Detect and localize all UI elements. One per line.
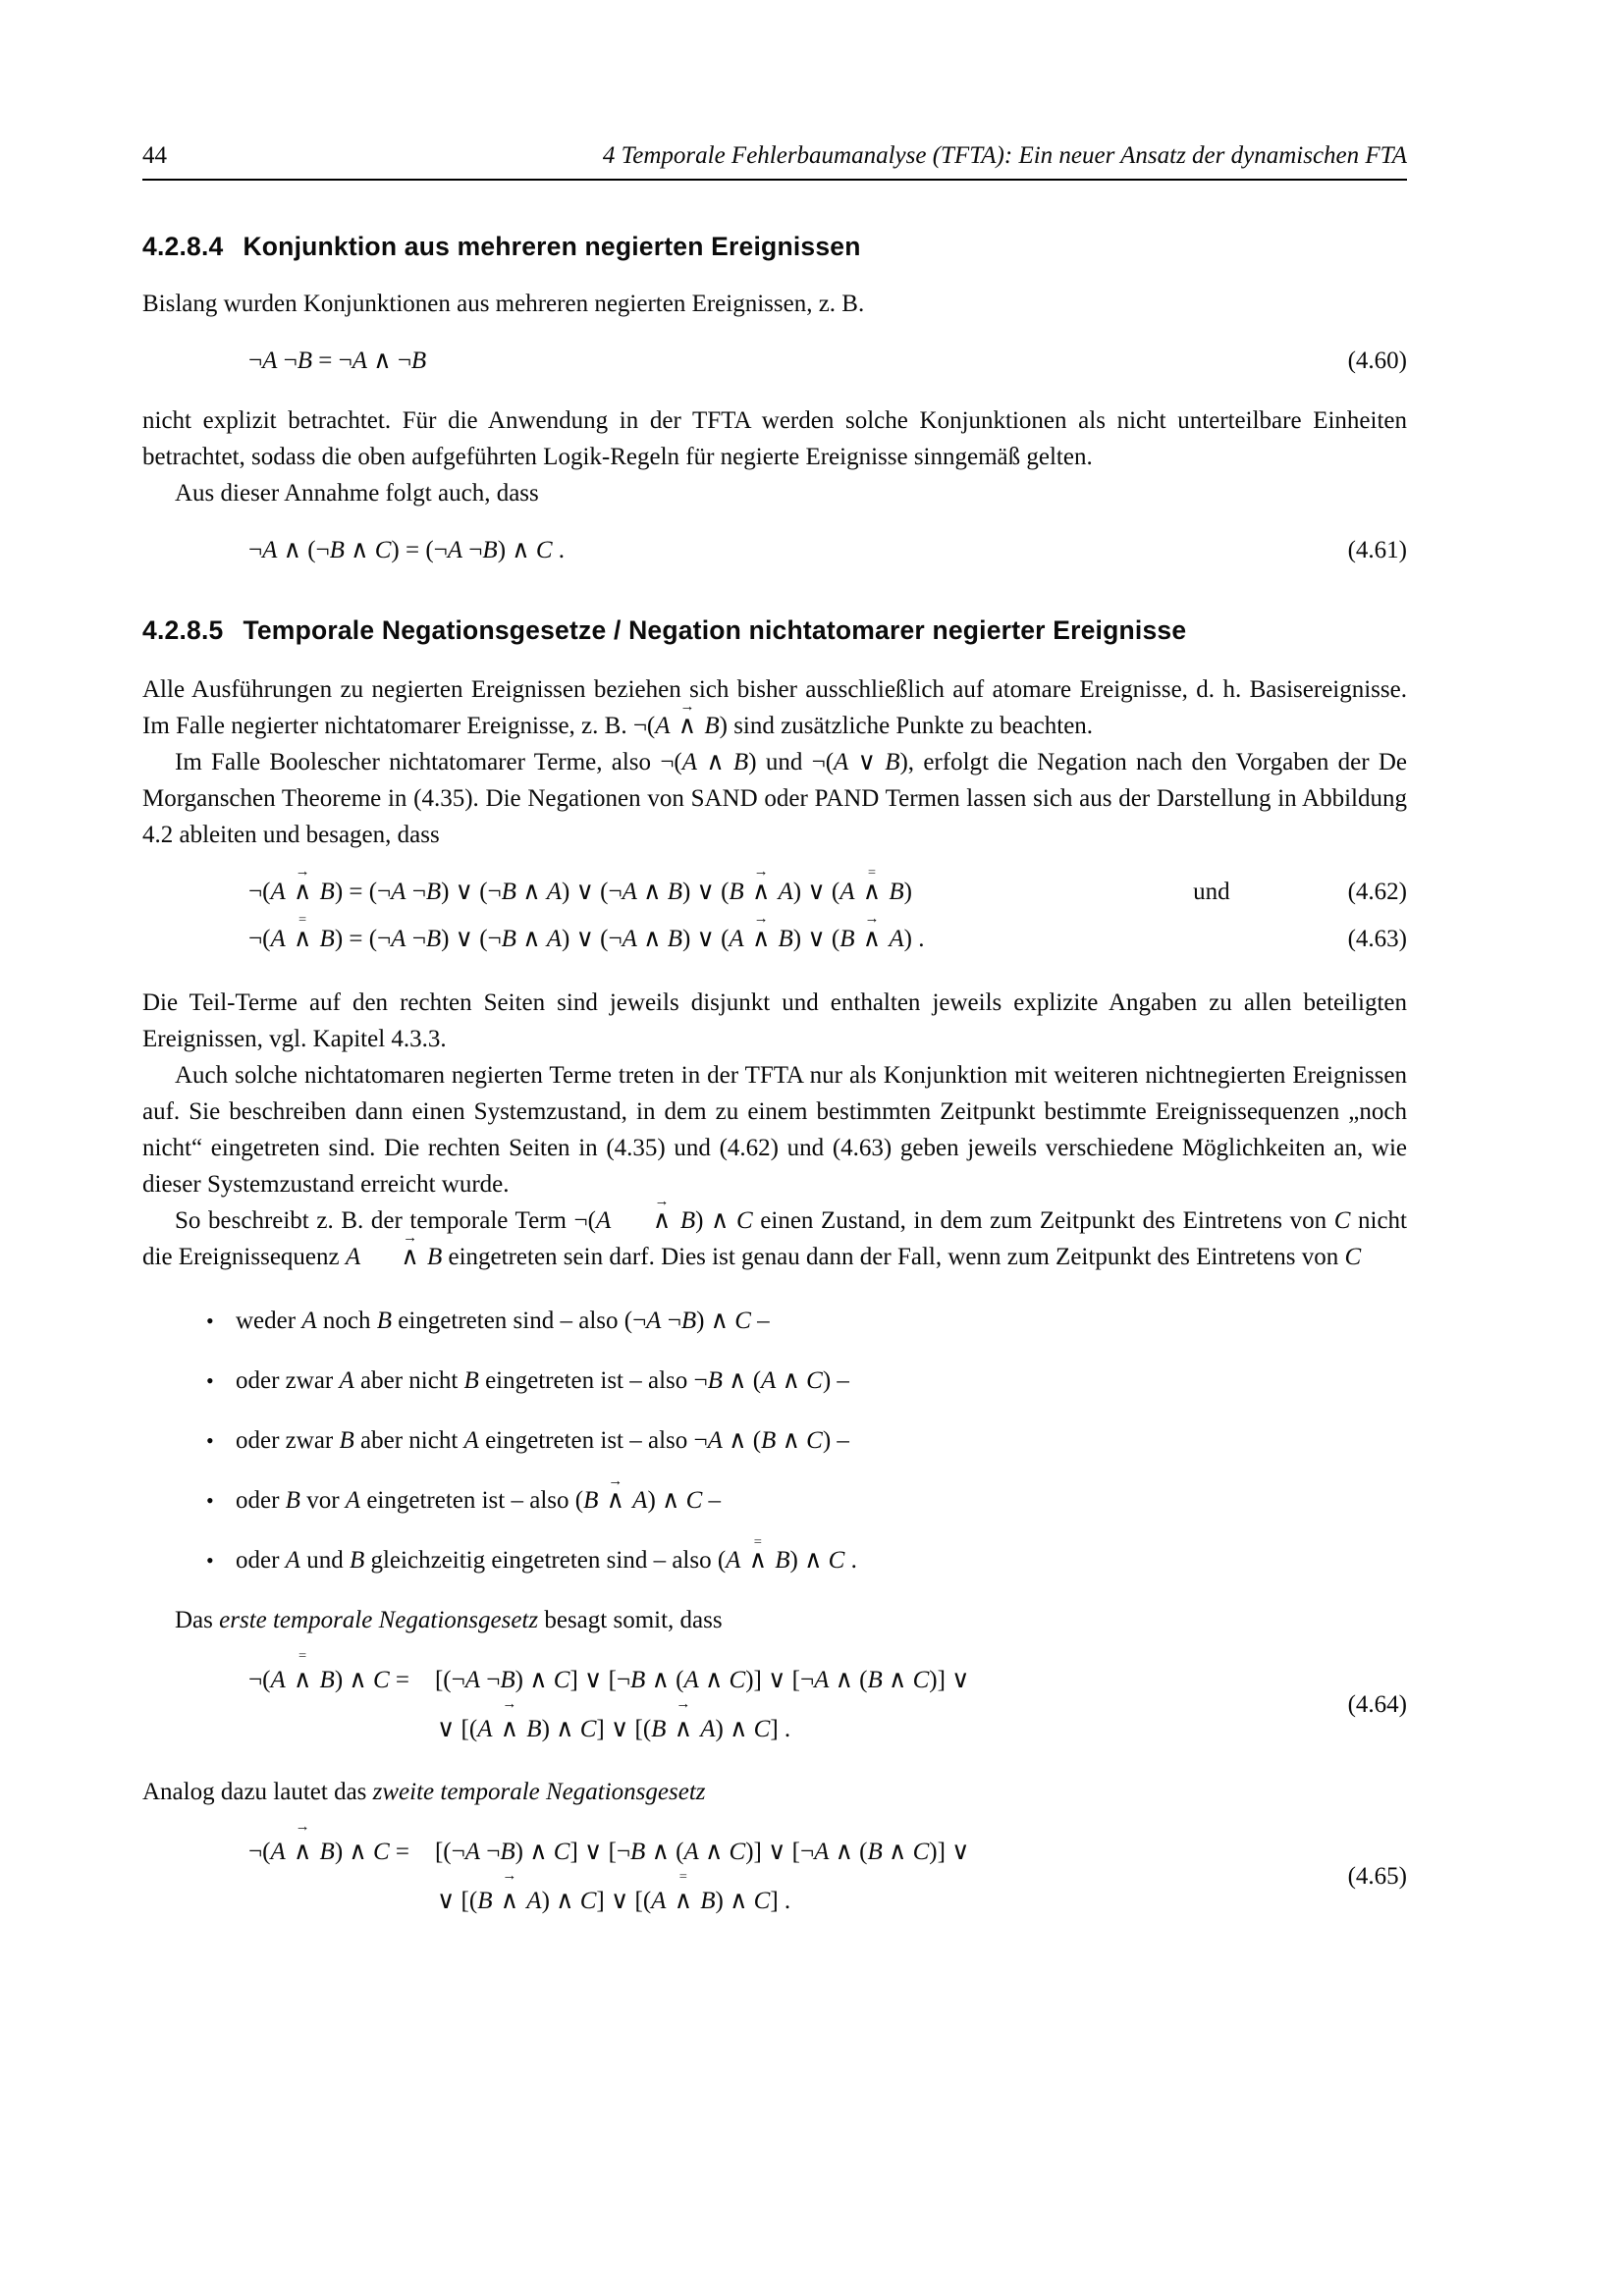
pand-operator-icon: → ∧ — [401, 1229, 419, 1270]
bullet-dot-icon: • — [206, 1308, 214, 1333]
bullet-text: oder B vor A eingetreten ist – also (B → ∧ A) ∧ C – — [236, 1482, 721, 1519]
equation-lhs: ¬(A = ∧ B) ∧ C = — [248, 1667, 409, 1693]
paragraph-so-beschreibt: So beschreibt z. B. der temporale Term ¬(A → ∧ B) ∧ C einen Zustand, in dem zum Zeitpunkt des Eintretens von C nicht die Ereignissequenz A → ∧ B eingetreten sein darf. Dies ist genau dann der Fall, wenn zum Zeitpunkt des Eintretens von C — [142, 1202, 1407, 1275]
bullet-text: weder A noch B eingetreten sind – also (¬A ¬B) ∧ C – — [236, 1308, 770, 1334]
equation-4-60 — [142, 342, 1407, 381]
equation-number: (4.60) — [1347, 347, 1407, 374]
paragraph-im-falle-boolescher: Im Falle Boolescher nichtatomarer Terme, also ¬(A ∧ B) und ¬(A ∨ B), erfolgt die Negation nach den Vorgaben der De Morganschen Theoreme in (4.35). Die Negationen von SAND oder PAND Termen lassen sich aus der Darstellung in Abbildung 4.2 ableiten und besagen, dass — [142, 749, 1407, 848]
equation-line-1 — [248, 1818, 970, 1877]
bullet-item — [206, 1534, 1407, 1578]
bullet-list — [142, 1303, 1407, 1578]
equation-4-62 — [142, 863, 1407, 912]
paragraph-teil-terme: Die Teil-Terme auf den rechten Seiten sind jeweils disjunkt und enthalten jeweils explizite Angaben zu allen beteiligten Ereignissen, vgl. Kapitel 4.3.3. — [142, 989, 1407, 1052]
equation-line-2: ∨ [(A → ∧ B) ∧ C] ∨ [(B → ∧ A) ∧ C] . — [248, 1705, 969, 1754]
sand-operator-icon: = ∧ — [293, 912, 312, 952]
bullet-item — [206, 1422, 1407, 1459]
paragraph-nicht-explizit: nicht explizit betrachtet. Für die Anwendung in der TFTA werden solche Konjunktionen als nicht unterteilbare Einheiten betrachtet, sodass die oben aufgeführten Logik-Regeln für negierte Ereignisse sinngemäß gelten. — [142, 407, 1407, 470]
page-number: 44 — [142, 142, 167, 169]
paragraph-aus-dieser-annahme: Aus dieser Annahme folgt auch, dass — [175, 480, 539, 507]
pand-operator-icon: → ∧ — [652, 1193, 672, 1234]
equation-math — [248, 1818, 970, 1926]
pand-operator-icon: → ∧ — [500, 1867, 519, 1914]
equation-math: ¬(A = ∧ B) = (¬A ¬B) ∨ (¬B ∧ A) ∨ (¬A ∧ B) ∨ (A → ∧ B) ∨ (B → ∧ A) . — [248, 920, 924, 959]
text-column — [142, 142, 1407, 1946]
pand-operator-icon: → ∧ — [293, 863, 312, 905]
pand-operator-icon: → ∧ — [677, 698, 697, 739]
section-number: 4.2.8.4 — [142, 232, 224, 261]
bullet-item — [206, 1472, 1407, 1519]
pand-operator-icon: → ∧ — [862, 910, 882, 952]
pand-operator-icon: → ∧ — [500, 1695, 519, 1742]
equation-4-63 — [142, 910, 1407, 959]
page-header — [142, 142, 1407, 170]
equation-4-65 — [142, 1818, 1407, 1926]
equation-4-61 — [142, 531, 1407, 570]
running-title: 4 Temporale Fehlerbaumanalyse (TFTA): Ein neuer Ansatz der dynamischen FTA — [602, 142, 1407, 169]
equation-number: (4.63) — [1347, 926, 1407, 952]
equation-math: ¬A ¬B = ¬A ∧ ¬B — [248, 347, 427, 374]
section-heading-4-2-8-4 — [142, 232, 1407, 262]
bullet-dot-icon: • — [206, 1548, 214, 1573]
bullet-dot-icon: • — [206, 1428, 214, 1453]
equation-math: ¬A ∧ (¬B ∧ C) = (¬A ¬B) ∧ C . — [248, 537, 565, 563]
sand-operator-icon: = ∧ — [674, 1869, 693, 1914]
pand-operator-icon: → ∧ — [751, 863, 771, 905]
section-number: 4.2.8.5 — [142, 615, 224, 645]
equation-math — [248, 1648, 970, 1754]
sand-operator-icon: = ∧ — [748, 1534, 768, 1574]
bullet-text: oder A und B gleichzeitig eingetreten sind – also (A = ∧ B) ∧ C . — [236, 1542, 857, 1578]
equation-lhs: ¬(A → ∧ B) ∧ C = — [248, 1839, 409, 1865]
pand-operator-icon: → ∧ — [751, 910, 771, 952]
paragraph-intro: Bislang wurden Konjunktionen aus mehreren negierten Ereignissen, z. B. — [142, 291, 865, 317]
section-heading-4-2-8-5 — [142, 615, 1407, 646]
pand-operator-icon: → ∧ — [674, 1695, 693, 1742]
paragraph-auch-solche: Auch solche nichtatomaren negierten Terme treten in der TFTA nur als Konjunktion mit weiteren nichtnegierten Ereignissen auf. Sie beschreiben dann einen Systemzustand, in dem zu einem bestimmten Zeitpunkt bestimmte Ereignissequenzen „noch nicht“ eingetreten sind. Die rechten Seiten in (4.35) und (4.62) und (4.63) geben jeweils verschiedene Möglichkeiten an, wie dieser Systemzustand erreicht wurde. — [142, 1062, 1407, 1198]
bullet-item — [206, 1362, 1407, 1399]
equation-line-2: ∨ [(B → ∧ A) ∧ C] ∨ [(A = ∧ B) ∧ C] . — [248, 1877, 969, 1926]
equation-rhs: [(¬A ¬B) ∧ C] ∨ [¬B ∧ (A ∧ C)] ∨ [¬A ∧ (B ∧ C)] ∨ — [434, 1667, 970, 1693]
bullet-text: oder zwar A aber nicht B eingetreten ist – also ¬B ∧ (A ∧ C) – — [236, 1367, 849, 1394]
sand-operator-icon: = ∧ — [862, 865, 882, 905]
equation-number: (4.61) — [1347, 537, 1407, 563]
equation-connector: und — [1193, 879, 1230, 905]
equation-rhs: [(¬A ¬B) ∧ C] ∨ [¬B ∧ (A ∧ C)] ∨ [¬A ∧ (B ∧ C)] ∨ — [434, 1839, 970, 1865]
paragraph-erstes-gesetz: Das erste temporale Negationsgesetz besagt somit, dass — [175, 1607, 723, 1633]
section-title: Temporale Negationsgesetze / Negation nichtatomarer negierter Ereignisse — [243, 615, 1187, 645]
pand-operator-icon: → ∧ — [293, 1818, 312, 1865]
equation-number: (4.62) — [1347, 879, 1407, 905]
paragraph-zweites-gesetz: Analog dazu lautet das zweite temporale Negationsgesetz — [142, 1779, 706, 1805]
bullet-dot-icon: • — [206, 1368, 214, 1393]
sand-operator-icon: = ∧ — [293, 1648, 312, 1693]
equation-math: ¬(A → ∧ B) = (¬A ¬B) ∨ (¬B ∧ A) ∨ (¬A ∧ B) ∨ (B → ∧ A) ∨ (A = ∧ B) — [248, 873, 912, 912]
header-rule — [142, 179, 1407, 181]
equation-4-64 — [142, 1648, 1407, 1754]
bullet-item — [206, 1303, 1407, 1339]
bullet-text: oder zwar B aber nicht A eingetreten ist – also ¬A ∧ (B ∧ C) – — [236, 1427, 849, 1454]
section-title: Konjunktion aus mehreren negierten Ereignissen — [243, 232, 861, 261]
equation-number: (4.64) — [1347, 1691, 1407, 1718]
pand-operator-icon: → ∧ — [606, 1472, 624, 1514]
bullet-dot-icon: • — [206, 1488, 214, 1513]
equation-number: (4.65) — [1347, 1863, 1407, 1890]
equation-line-1 — [248, 1648, 970, 1705]
paragraph-alle-ausfuehrungen: Alle Ausführungen zu negierten Ereignissen beziehen sich bisher ausschließlich auf atomare Ereignisse, d. h. Basisereignisse. Im Falle negierter nichtatomarer Ereignisse, z. B. ¬(A → ∧ B) sind zusätzliche Punkte zu beachten. — [142, 671, 1407, 744]
